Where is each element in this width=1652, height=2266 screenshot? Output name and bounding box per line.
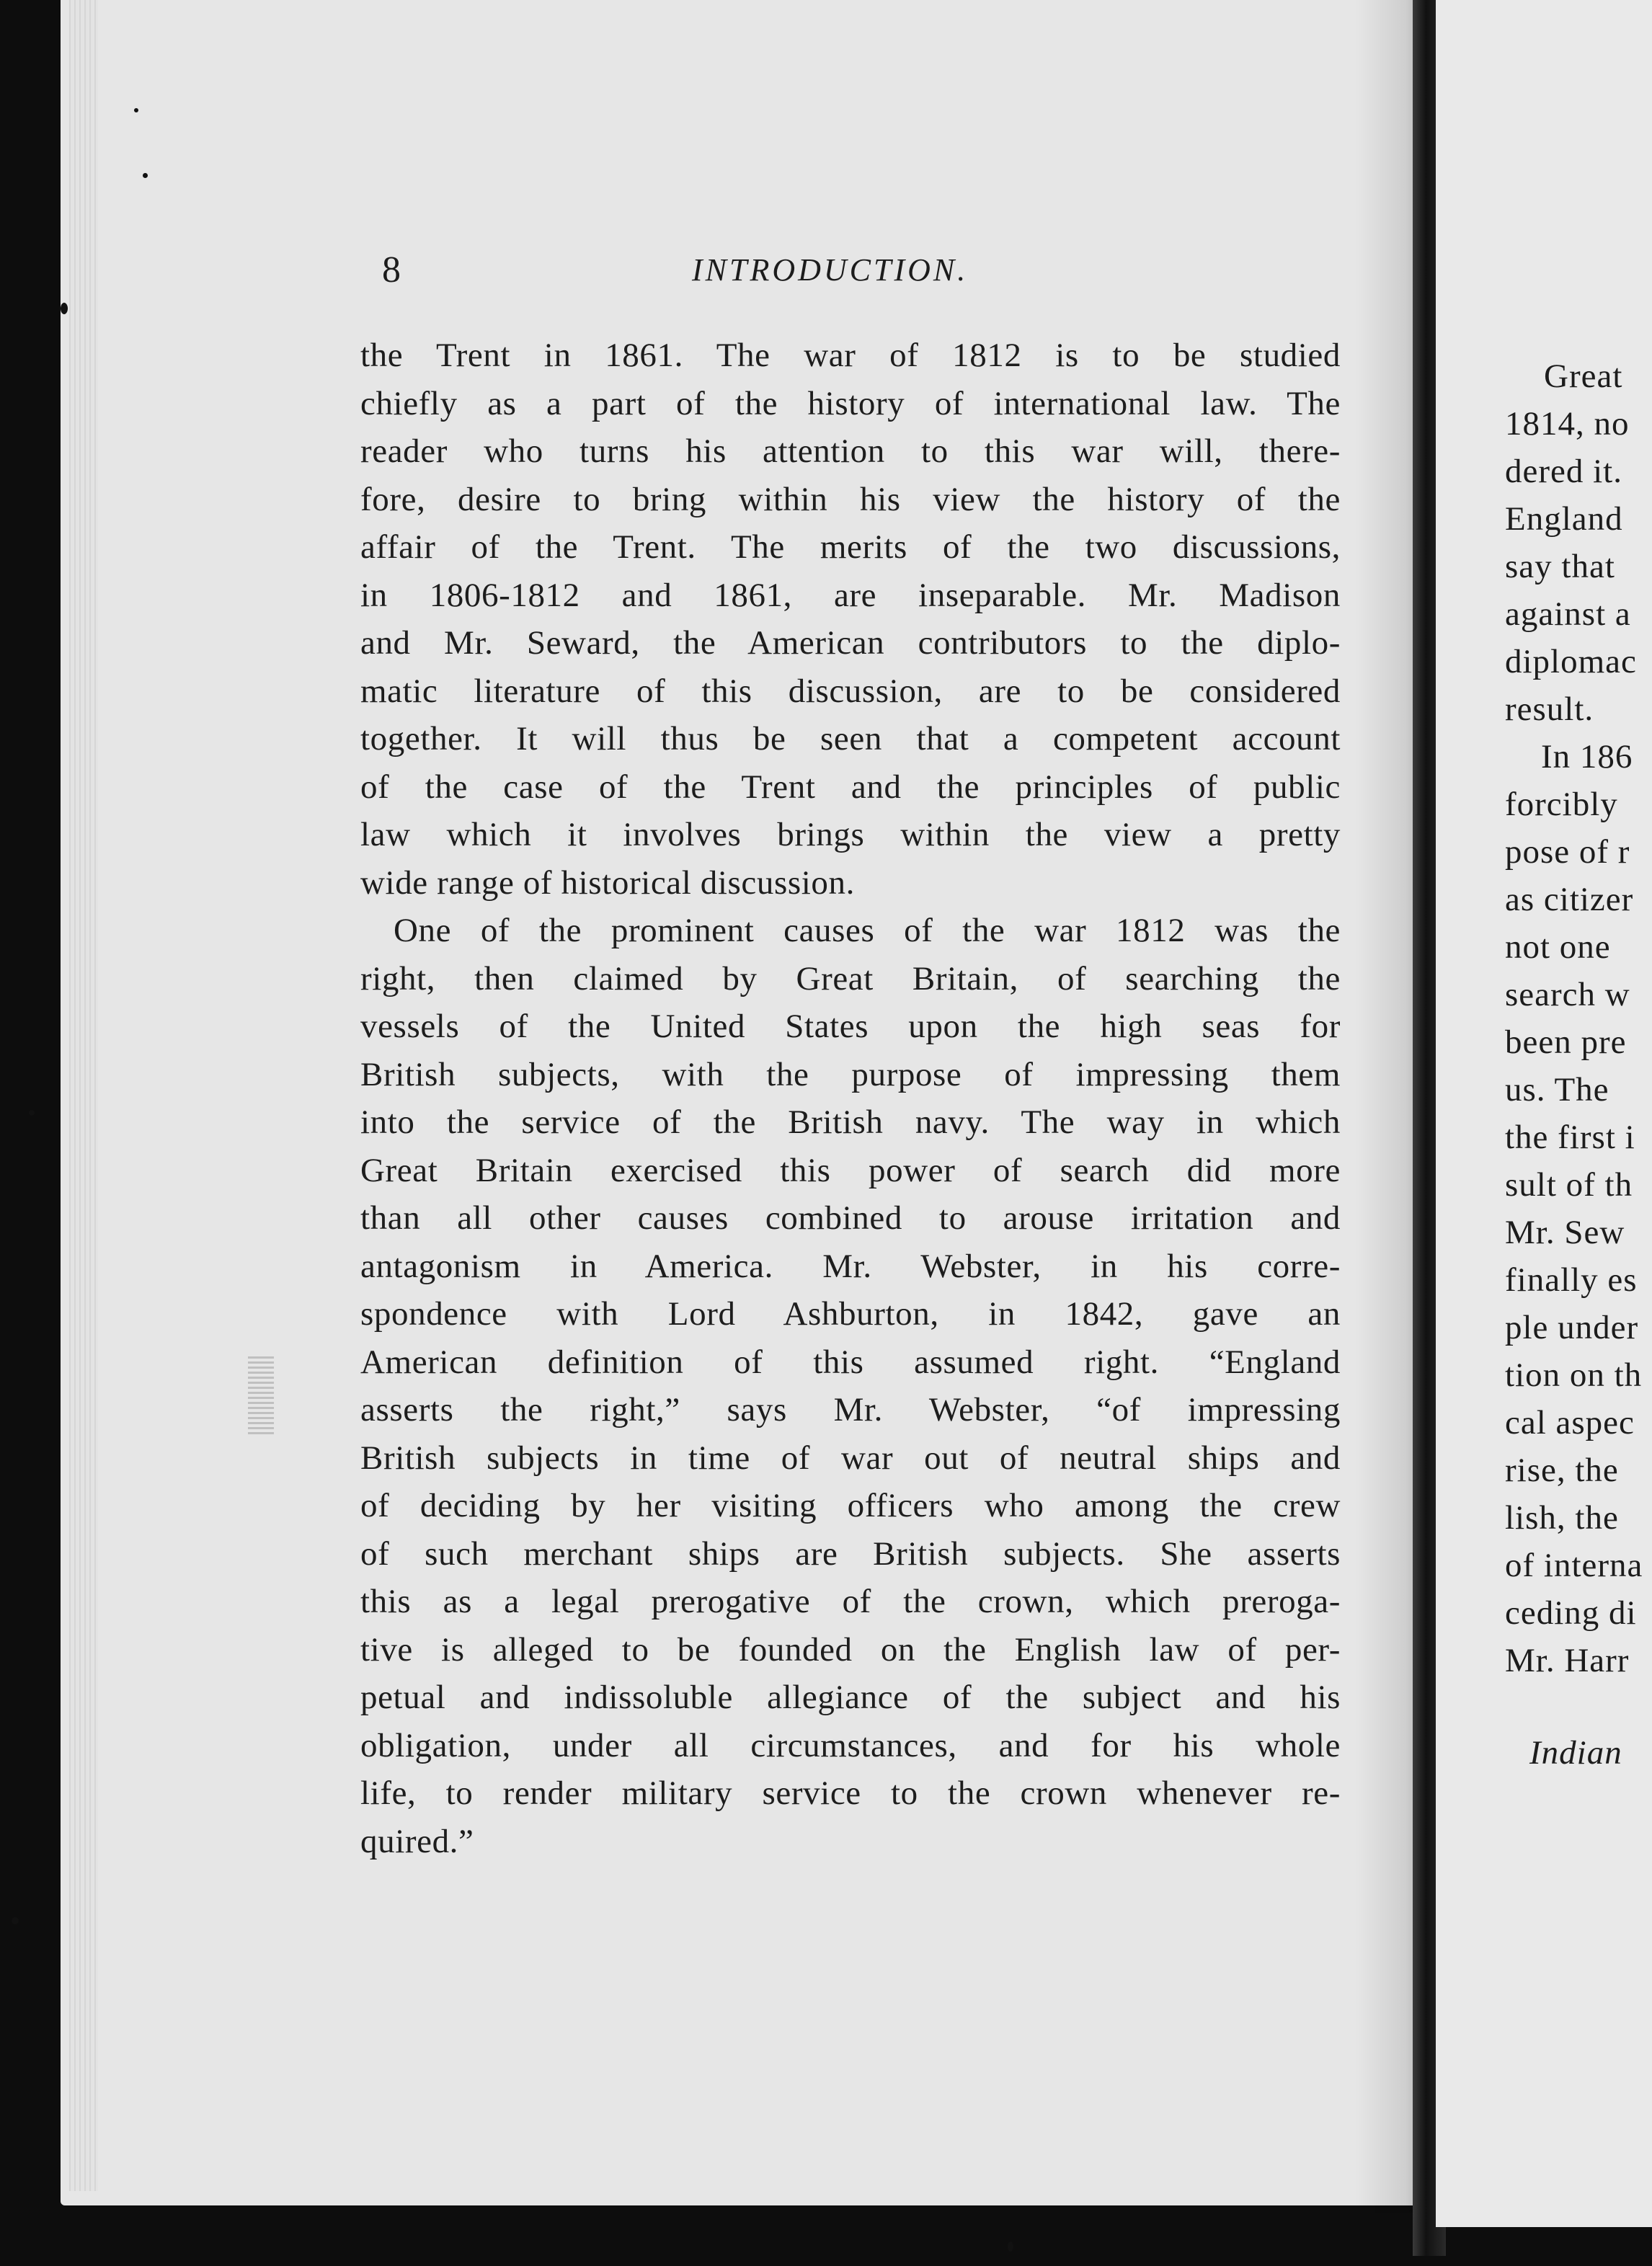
facing-text-line: say that (1505, 548, 1615, 585)
facing-text-line: finally es (1505, 1261, 1638, 1299)
text-line: and Mr. Seward, the American contributors to the diplo- (360, 624, 1341, 662)
facing-text-line: 1814, no (1505, 405, 1630, 443)
dust-speck (61, 303, 68, 314)
text-line: law which it involves brings within the view a pretty (360, 816, 1341, 853)
dust-speck (1008, 2241, 1013, 2252)
text-line: tive is alleged to be founded on the English law of per- (360, 1630, 1341, 1669)
paragraph-2 (360, 907, 1341, 1865)
facing-text-line: pose of r (1505, 833, 1630, 871)
dust-speck (143, 173, 148, 178)
text-line: of such merchant ships are British subjects. She asserts (360, 1534, 1341, 1573)
paragraph-1 (360, 332, 1341, 907)
text-line: fore, desire to bring within his view the history of the (360, 480, 1341, 518)
text-line: than all other causes combined to arouse irritation and (360, 1199, 1341, 1237)
facing-signature: Indian (1529, 1734, 1622, 1772)
text-line: antagonism in America. Mr. Webster, in his corre- (360, 1247, 1341, 1285)
text-line: asserts the right,” says Mr. Webster, “of impressing (360, 1391, 1341, 1429)
facing-text-line: Great (1544, 357, 1623, 395)
facing-text-line: England (1505, 500, 1623, 538)
facing-text-line: Mr. Harr (1505, 1642, 1630, 1679)
page-edge-stack (69, 0, 98, 2191)
paper-smudge (248, 1355, 274, 1434)
text-line: quired.” (360, 1822, 474, 1860)
facing-text-line: diplomac (1505, 643, 1637, 680)
facing-text-line: sult of th (1505, 1166, 1633, 1204)
page-number: 8 (382, 249, 401, 290)
text-line: of deciding by her visiting officers who among the crew (360, 1487, 1341, 1524)
facing-text-line: rise, the (1505, 1452, 1619, 1489)
facing-text-line: of interna (1505, 1547, 1643, 1584)
text-line: British subjects, with the purpose of impressing them (360, 1055, 1341, 1093)
right-page-fragment (1436, 0, 1652, 2227)
facing-text-line: ple under (1505, 1309, 1639, 1346)
text-line: matic literature of this discussion, are to be considered (360, 672, 1341, 710)
text-line: American definition of this assumed right. “England (360, 1343, 1341, 1381)
facing-text-line: cal aspec (1505, 1404, 1635, 1441)
facing-text-line: the first i (1505, 1119, 1635, 1156)
facing-text-line: not one (1505, 928, 1611, 966)
facing-text-line: result. (1505, 690, 1594, 728)
facing-text-line: us. The (1505, 1071, 1609, 1108)
text-line: chiefly as a part of the history of international law. The (360, 384, 1341, 422)
facing-text-line: as citizer (1505, 881, 1634, 918)
facing-text-line: dered it. (1505, 453, 1622, 490)
text-line: One of the prominent causes of the war 1812 was the (394, 912, 1341, 949)
text-line: petual and indissoluble allegiance of the subject and his (360, 1679, 1341, 1716)
facing-text-line: search w (1505, 976, 1630, 1013)
text-line: right, then claimed by Great Britain, of searching the (360, 959, 1341, 998)
text-line: obligation, under all circumstances, and for his whole (360, 1726, 1341, 1764)
text-line: the Trent in 1861. The war of 1812 is to be studied (360, 337, 1341, 374)
facing-text-line: lish, the (1505, 1499, 1619, 1537)
text-line: reader who turns his attention to this war will, there- (360, 432, 1341, 470)
dust-speck (12, 1917, 19, 1924)
running-title: INTRODUCTION. (692, 252, 969, 288)
text-line: British subjects in time of war out of neutral ships and (360, 1439, 1341, 1477)
dust-speck (29, 1110, 35, 1116)
text-line: wide range of historical discussion. (360, 863, 855, 902)
facing-text-line: In 186 (1541, 738, 1633, 776)
facing-text-line: against a (1505, 595, 1631, 633)
body-text (360, 332, 1341, 1865)
running-head (382, 249, 1326, 299)
text-line: this as a legal prerogative of the crown, which preroga- (360, 1583, 1341, 1620)
text-line: vessels of the United States upon the high seas for (360, 1008, 1341, 1045)
facing-text-line: ceding di (1505, 1594, 1637, 1632)
text-line: into the service of the British navy. The way in which (360, 1103, 1341, 1141)
text-line: affair of the Trent. The merits of the two discussions, (360, 528, 1341, 566)
text-line: life, to render military service to the crown whenever re- (360, 1774, 1341, 1812)
facing-text-line: tion on th (1505, 1356, 1643, 1394)
text-line: of the case of the Trent and the principles of public (360, 768, 1341, 806)
text-line: in 1806-1812 and 1861, are inseparable. Mr. Madison (360, 576, 1341, 614)
facing-text-line: been pre (1505, 1023, 1627, 1061)
text-line: together. It will thus be seen that a competent account (360, 720, 1341, 757)
text-line: Great Britain exercised this power of search did more (360, 1151, 1341, 1189)
text-line: spondence with Lord Ashburton, in 1842, gave an (360, 1295, 1341, 1333)
dust-speck (134, 108, 138, 112)
facing-text-line: Mr. Sew (1505, 1214, 1625, 1251)
facing-text-line: forcibly (1505, 786, 1618, 823)
